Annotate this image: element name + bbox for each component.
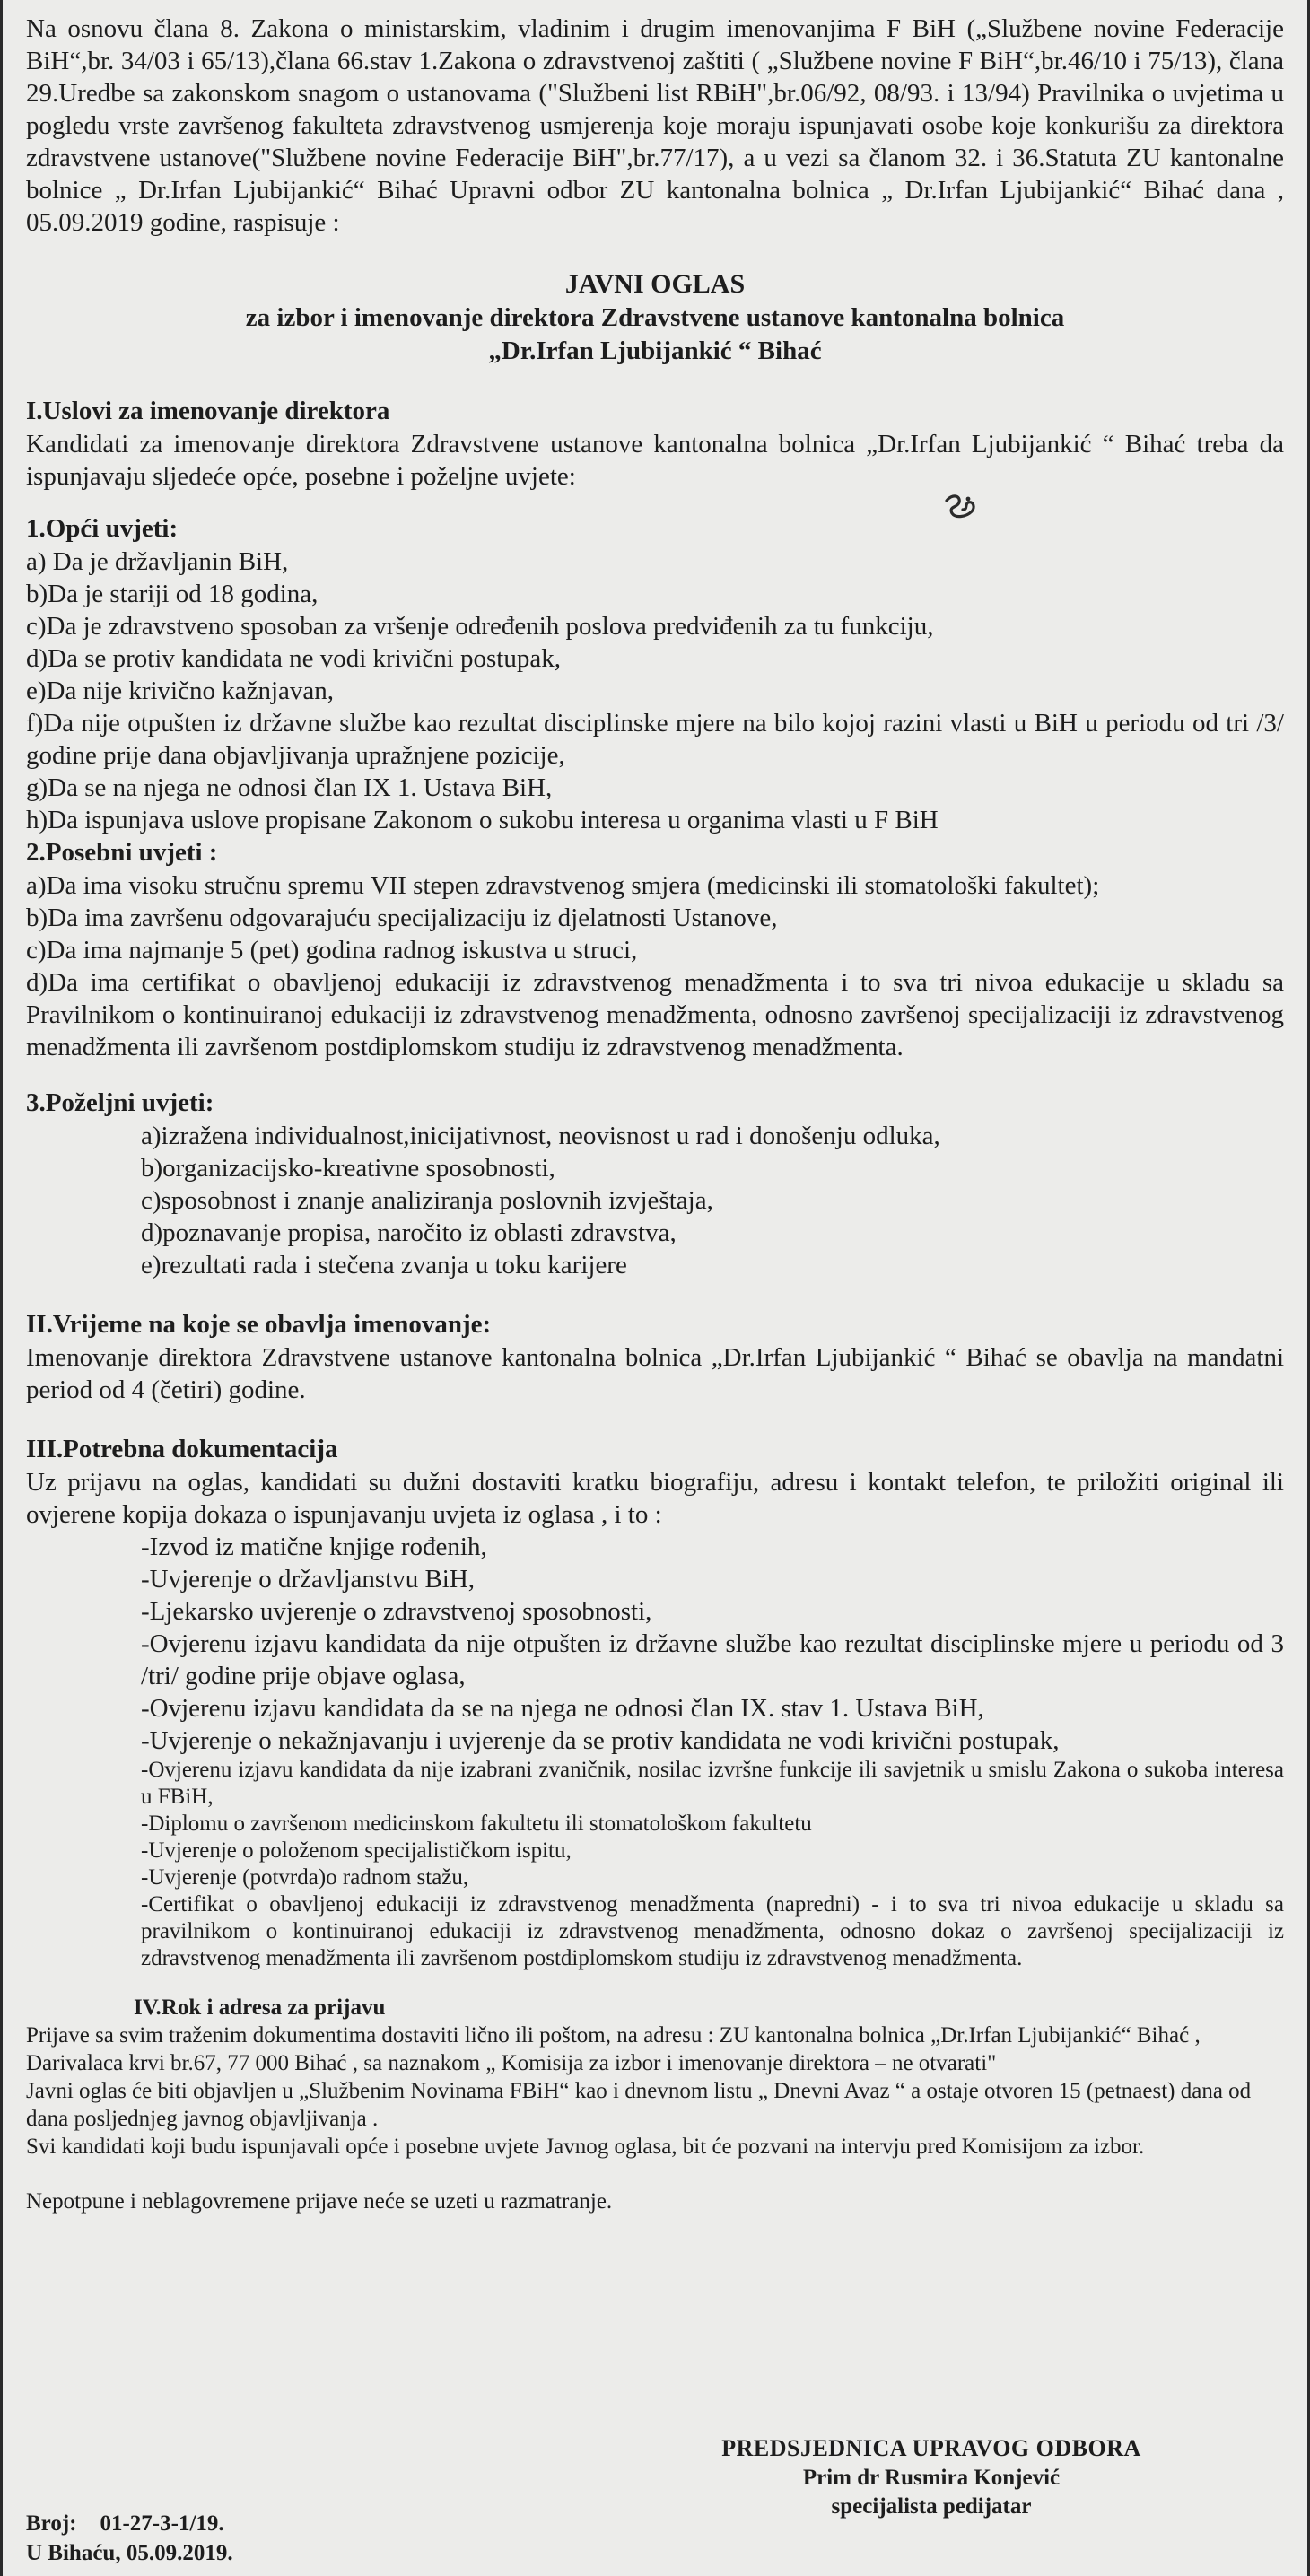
documents-list (26, 1531, 1284, 1757)
section-4-paragraph: Svi kandidati koji budu ispunjavali opće i posebne uvjete Javnog oglasa, bit će pozvani na intervju pred Komisijom za izbor. (26, 2135, 1145, 2159)
section-2-heading: II.Vrijeme na koje se obavlja imenovanje: (26, 1310, 492, 1339)
list-item: -Diplomu o završenom medicinskom fakultetu ili stomatološkom fakultetu (141, 1812, 812, 1836)
list-item: -Ljekarsko uvjerenje o zdravstvenoj sposobnosti, (141, 1597, 652, 1626)
list-item: a)Da ima visoku stručnu spremu VII stepen zdravstvenog smjera (medicinski ili stomatološki fakultet); (26, 871, 1100, 900)
section-3-heading: III.Potrebna dokumentacija (26, 1435, 338, 1463)
list-item: -Izvod iz matične knjige rođenih, (141, 1533, 487, 1561)
title-line-2: za izbor i imenovanje direktora Zdravstvene ustanove kantonalna bolnica (245, 303, 1065, 332)
signature-name: Prim dr Rusmira Konjević (802, 2466, 1061, 2490)
section-3-text: Uz prijavu na oglas, kandidati su dužni dostaviti kratku biografiju, adresu i kontakt telefon, te priložiti original ili ovjerene kopija dokaza o ispunjavanju uvjeta iz oglasa , i to : (26, 1468, 1284, 1529)
list-item: -Uvjerenje (potvrda)o radnom stažu, (141, 1865, 469, 1890)
general-conditions-heading: 1.Opći uvjeti: (26, 514, 179, 543)
reference-number: 01-27-3-1/19. (100, 2511, 224, 2536)
list-item: a)izražena individualnost,inicijativnost, neovisnost u rad i donošenju odluka, (141, 1122, 940, 1150)
final-note: Nepotpune i neblagovremene prijave neće se uzeti u razmatranje. (26, 2189, 613, 2214)
reference-place-date: U Bihaću, 05.09.2019. (26, 2541, 233, 2565)
signature-block (649, 2433, 1214, 2521)
general-conditions-list (26, 546, 1284, 836)
list-item: d)poznavanje propisa, naročito iz oblasti zdravstva, (141, 1218, 677, 1247)
special-conditions-heading: 2.Posebni uvjeti : (26, 838, 218, 867)
reference-number-line (26, 2509, 233, 2538)
signature-role: PREDSJEDNICA UPRAVOG ODBORA (721, 2435, 1141, 2461)
list-item: -Uvjerenje o položenom specijalističkom ispitu, (141, 1838, 572, 1863)
section-1-text: Kandidati za imenovanje direktora Zdravstvene ustanove kantonalna bolnica „Dr.Irfan Ljubijankić “ Bihać treba da ispunjavaju sljedeće opće, posebne i poželjne uvjete: (26, 430, 1284, 491)
list-item: -Ovjerenu izjavu kandidata da nije otpušten iz državne službe kao rezultat disciplinske mjere u periodu od 3 /tri/ godine prije objave oglasa, (141, 1629, 1284, 1690)
list-item: f)Da nije otpušten iz državne službe kao rezultat disciplinske mjere na bilo kojoj razini vlasti u BiH u periodu od tri /3/ godine prije dana objavljivanja upražnjene pozicije, (26, 709, 1284, 770)
list-item: c)Da ima najmanje 5 (pet) godina radnog iskustva u struci, (26, 936, 638, 965)
list-item: -Ovjerenu izjavu kandidata da nije izabrani zvaničnik, nosilac izvršne funkcije ili savjetnik u smislu Zakona o sukoba interesa u FBiH, (141, 1758, 1284, 1809)
section-4-heading: IV.Rok i adresa za prijavu (134, 1995, 386, 2020)
list-item: b)organizacijsko-kreativne sposobnosti, (141, 1154, 555, 1183)
section-deadline (26, 1994, 1284, 2161)
reference-number-label: Broj: (26, 2511, 77, 2536)
documents-list-continued (26, 1757, 1284, 1972)
section-documentation (26, 1433, 1284, 1972)
section-term (26, 1308, 1284, 1406)
announcement-title (26, 267, 1284, 368)
list-item: h)Da ispunjava uslove propisane Zakonom o sukobu interesa u organima vlasti u F BiH (26, 806, 939, 834)
list-item: g)Da se na njega ne odnosi član IX 1. Ustava BiH, (26, 773, 553, 802)
section-2-text: Imenovanje direktora Zdravstvene ustanove kantonalna bolnica „Dr.Irfan Ljubijankić “ Bihać se obavlja na mandatni period od 4 (četiri) godine. (26, 1343, 1284, 1404)
section-4-paragraph: Prijave sa svim traženim dokumentima dostaviti lično ili poštom, na adresu : ZU kantonalna bolnica „Dr.Irfan Ljubijankić“ Bihać , Darivalaca krvi br.67, 77 000 Bihać , sa naznakom „ Komisija za izbor i imenovanje direktora – ne otvarati" (26, 2023, 1201, 2075)
ink-smudge-mark (941, 492, 979, 522)
desired-conditions-heading: 3.Poželjni uvjeti: (26, 1088, 214, 1117)
list-item: -Certifikat o obavljenoj edukaciji iz zdravstvenog menadžmenta (napredni) - i to sva tri nivoa edukacije u skladu sa pravilnikom o kontinuiranoj edukaciji iz zdravstvenog menadžmenta, odnosno dokaz o završenoj specijalizaciji iz zdravstvenog menadžmenta ili završenom postdiplomskom studiju iz zdravstvenog menadžmenta. (141, 1892, 1284, 1970)
list-item: -Uvjerenje o državljanstvu BiH, (141, 1565, 476, 1594)
section-4-paragraph: Javni oglas će biti objavljen u „Službenim Novinama FBiH“ kao i dnevnom listu „ Dnevni Avaz “ a ostaje otvoren 15 (petnaest) dana od dana posljednjeg javnog objavljivanja . (26, 2079, 1252, 2131)
list-item: -Ovjerenu izjavu kandidata da se na njega ne odnosi član IX. stav 1. Ustava BiH, (141, 1694, 984, 1723)
list-item: a) Da je državljanin BiH, (26, 547, 289, 576)
list-item: -Uvjerenje o nekažnjavanju i uvjerenje da se protiv kandidata ne vodi krivični postupak, (141, 1726, 1060, 1755)
reference-block (26, 2509, 233, 2568)
list-item: e)rezultati rada i stečena zvanja u toku karijere (141, 1251, 627, 1279)
title-main: JAVNI OGLAS (564, 269, 746, 299)
signature-title: specijalista pedijatar (831, 2494, 1032, 2519)
section-1-heading: I.Uslovi za imenovanje direktora (26, 397, 390, 425)
intro-paragraph: Na osnovu člana 8. Zakona o ministarskim, vladinim i drugim imenovanjima F BiH („Službene novine Federacije BiH“,br. 34/03 i 65/13),člana 66.stav 1.Zakona o zdravstvenoj zaštiti ( „Službene novine F BiH“,br.46/10 i 75/13), člana 29.Uredbe sa zakonskom snagom o ustanovama ("Službeni list RBiH",br.06/92, 08/93. i 13/94) Pravilnika o uvjetima u pogledu vrste završenog fakulteta zdravstvenog usmjerenja koje moraju ispunjavati osobe koje konkurišu za direktora zdravstvene ustanove("Službene novine Federacije BiH",br.77/17), a u vezi sa članom 32. i 36.Statuta ZU kantonalne bolnice „ Dr.Irfan Ljubijankić“ Bihać Upravni odbor ZU kantonalna bolnica „ Dr.Irfan Ljubijankić“ Bihać dana , 05.09.2019 godine, raspisuje : (26, 14, 1284, 237)
desired-conditions-list (26, 1120, 1284, 1281)
title-line-3: „Dr.Irfan Ljubijankić “ Bihać (488, 336, 822, 365)
list-item: d)Da ima certifikat o obavljenoj edukaciji iz zdravstvenog menadžmenta i to sva tri nivoa edukacije u skladu sa Pravilnikom o kontinuiranoj edukaciji iz zdravstvenog menadžmenta, odnosno završenoj specijalizaciji iz zdravstvenog menadžmenta ili završenom postdiplomskom studiju iz zdravstvenog menadžmenta. (26, 968, 1284, 1061)
list-item: d)Da se protiv kandidata ne vodi krivični postupak, (26, 644, 561, 673)
list-item: c)sposobnost i znanje analiziranja poslovnih izvještaja, (141, 1186, 713, 1215)
list-item: b)Da ima završenu odgovarajuću specijalizaciju iz djelatnosti Ustanove, (26, 904, 778, 932)
list-item: e)Da nije krivično kažnjavan, (26, 677, 335, 705)
section-conditions (26, 395, 1284, 1281)
list-item: c)Da je zdravstveno sposoban za vršenje određenih poslova predviđenih za tu funkciju, (26, 612, 934, 641)
list-item: b)Da je stariji od 18 godina, (26, 580, 319, 608)
special-conditions-list (26, 869, 1284, 1063)
